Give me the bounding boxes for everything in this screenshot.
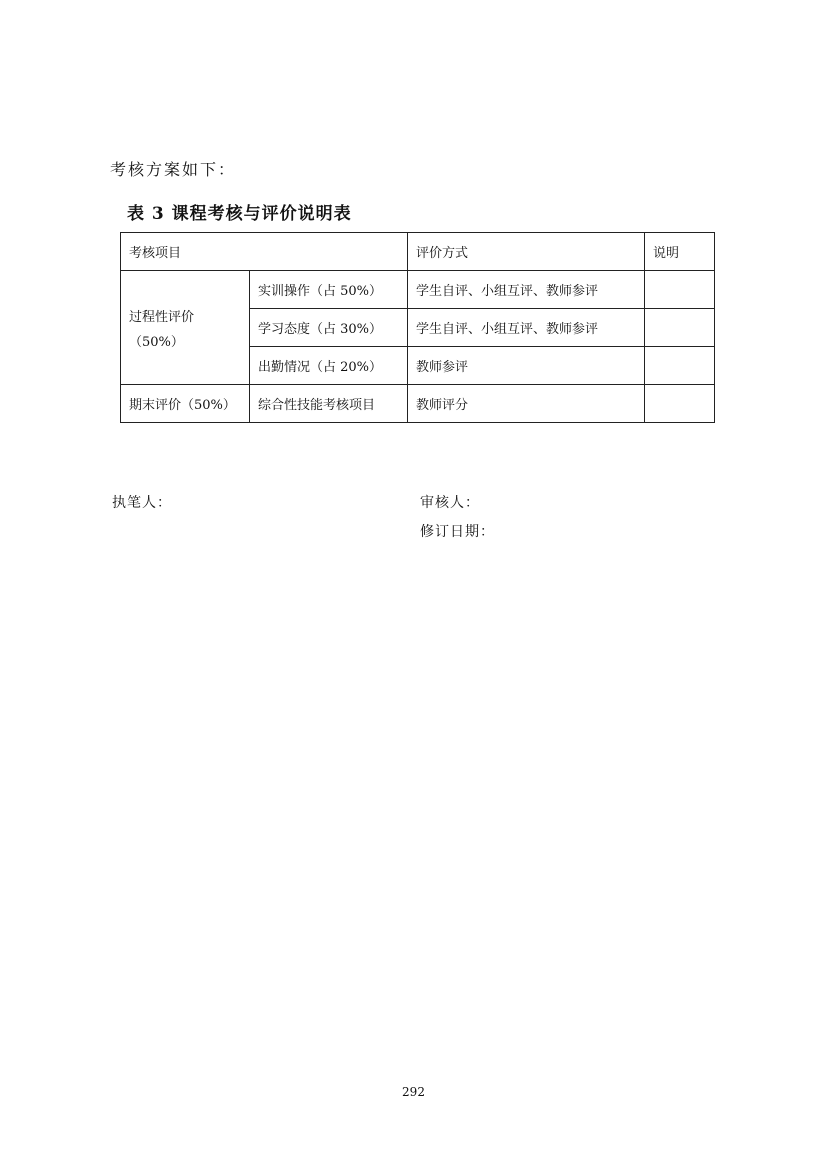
- header-note: 说明: [645, 233, 715, 271]
- table-header-row: [121, 233, 715, 271]
- row-item: 实训操作（占 50%）: [250, 271, 408, 309]
- row-note: [645, 347, 715, 385]
- process-group-weight: （50%）: [129, 334, 184, 350]
- process-group-label: 过程性评价: [129, 309, 195, 325]
- row-note: [645, 385, 715, 423]
- row-item: 学习态度（占 30%）: [250, 309, 408, 347]
- row-method: 教师评分: [408, 385, 645, 423]
- intro-text: 考核方案如下：: [110, 160, 237, 179]
- reviewer-label: 审核人：: [420, 495, 480, 511]
- row-note: [645, 309, 715, 347]
- table-caption: 表 3 课程考核与评价说明表: [127, 204, 352, 224]
- header-item: 考核项目: [121, 233, 408, 271]
- assessment-table: [120, 232, 715, 423]
- row-method: 学生自评、小组互评、教师参评: [408, 271, 645, 309]
- page-number: 292: [402, 1085, 425, 1099]
- table-row: [121, 271, 715, 309]
- table-row-final: [121, 385, 715, 423]
- row-method: 教师参评: [408, 347, 645, 385]
- final-label: 期末评价（50%）: [121, 385, 250, 423]
- row-item: 综合性技能考核项目: [250, 385, 408, 423]
- revision-date-label: 修订日期：: [420, 524, 495, 540]
- row-item: 出勤情况（占 20%）: [250, 347, 408, 385]
- row-method: 学生自评、小组互评、教师参评: [408, 309, 645, 347]
- author-label: 执笔人：: [112, 495, 172, 511]
- row-note: [645, 271, 715, 309]
- header-method: 评价方式: [408, 233, 645, 271]
- process-group-cell: [121, 271, 250, 385]
